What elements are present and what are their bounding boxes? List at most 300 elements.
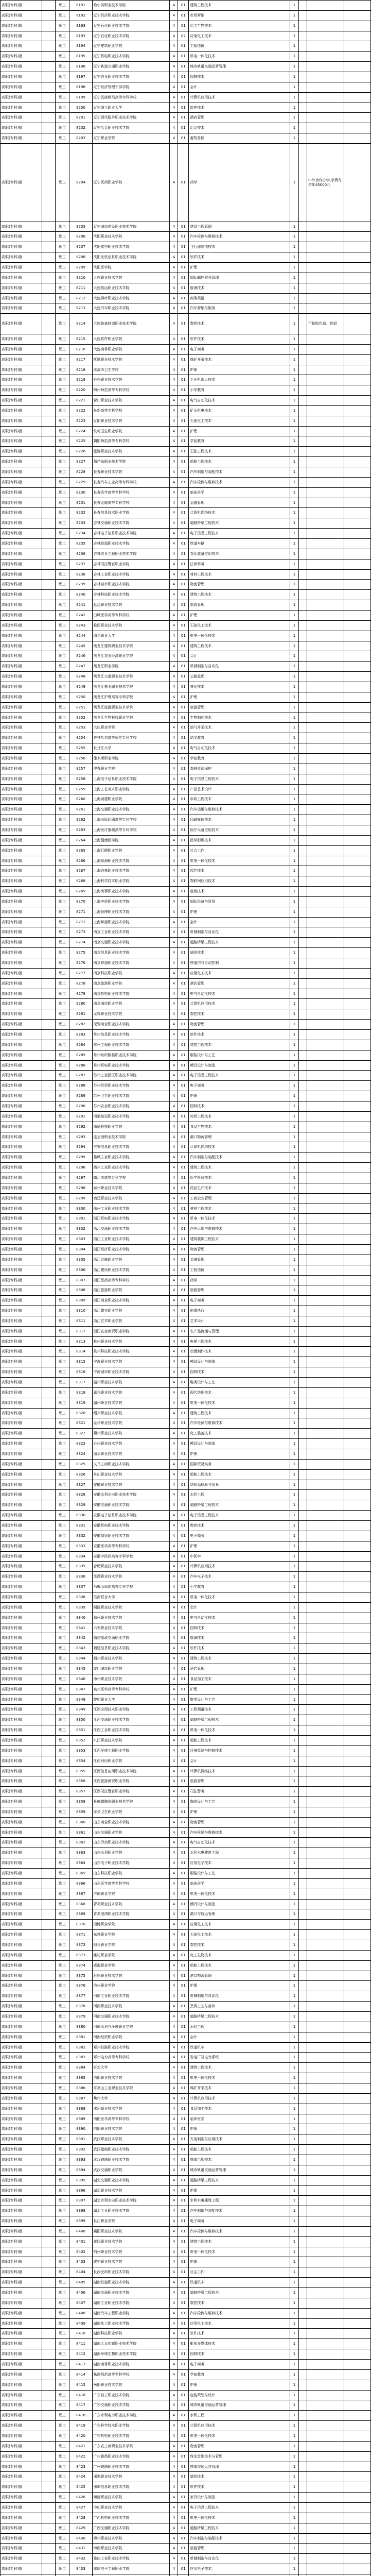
level-cell: 高职(专科)批 <box>1 1787 42 1797</box>
table-row <box>1 2370 371 2380</box>
school-code-cell: 8263 <box>69 825 92 836</box>
school-name-cell: 浙江建设职业技术学院 <box>92 1265 170 1276</box>
table-row <box>1 2523 371 2534</box>
extra-cell <box>344 263 370 273</box>
plan-count-cell: 1 <box>290 2452 298 2462</box>
school-plan-cell: 4 <box>170 918 178 927</box>
extra-cell <box>344 1562 370 1572</box>
major-name-cell: 学前教育 <box>189 436 290 447</box>
blank-cell <box>42 713 56 723</box>
category-cell: 理工 <box>55 1909 69 1920</box>
remark-cell <box>307 2421 344 2431</box>
school-name-cell: 漯河职业技术学院 <box>92 2104 170 2114</box>
school-plan-cell: 4 <box>170 2134 178 2145</box>
school-plan-cell: 4 <box>170 2267 178 2278</box>
blank-cell <box>42 488 56 498</box>
blank-cell <box>42 631 56 641</box>
table-row <box>1 785 371 794</box>
remark-cell <box>307 41 344 52</box>
level-cell: 高职(专科)批 <box>1 1337 42 1347</box>
blank-cell <box>42 294 56 303</box>
major-code-cell: 01 <box>178 2554 189 2564</box>
blank-cell <box>42 1838 56 1848</box>
level-cell: 高职(专科)批 <box>1 518 42 529</box>
school-code-cell: 8288 <box>69 1081 92 1091</box>
school-plan-cell: 4 <box>170 560 178 570</box>
blank-cell <box>42 113 56 123</box>
quota-cell <box>298 406 307 416</box>
quota-cell <box>298 774 307 785</box>
extra-cell <box>344 703 370 713</box>
school-code-cell: 8267 <box>69 866 92 876</box>
quota-cell <box>298 1654 307 1664</box>
blank-cell <box>42 1715 56 1725</box>
quota-cell <box>298 1327 307 1337</box>
school-code-cell: 8205 <box>69 222 92 232</box>
quota-cell <box>298 345 307 355</box>
extra-cell <box>344 1971 370 1981</box>
blank-cell <box>42 1705 56 1715</box>
school-name-cell: 上海海事职业技术学院 <box>92 887 170 897</box>
school-code-cell: 8417 <box>69 2400 92 2411</box>
major-name-cell: 石油化工技术 <box>189 416 290 427</box>
blank-cell <box>42 560 56 570</box>
school-name-cell: 沈阳职业技术学院 <box>92 232 170 242</box>
category-cell: 理工 <box>55 1900 69 1909</box>
category-cell: 理工 <box>55 1531 69 1541</box>
category-cell: 理工 <box>55 2176 69 2186</box>
major-code-cell: 01 <box>178 2206 189 2216</box>
remark-cell <box>307 989 344 999</box>
quota-cell <box>298 1521 307 1531</box>
level-cell: 高职(专科)批 <box>1 1347 42 1357</box>
major-code-cell: 01 <box>178 1879 189 1889</box>
school-plan-cell: 4 <box>170 345 178 355</box>
quota-cell <box>298 375 307 385</box>
major-code-cell: 01 <box>178 1869 189 1879</box>
school-name-cell: 镇江市高等专科学校 <box>92 1173 170 1183</box>
school-plan-cell: 4 <box>170 794 178 805</box>
category-cell: 理工 <box>55 436 69 447</box>
major-code-cell: 01 <box>178 1245 189 1255</box>
plan-count-cell: 1 <box>290 887 298 897</box>
plan-count-cell: 1 <box>290 2104 298 2114</box>
table-row <box>1 1695 371 1705</box>
extra-cell <box>344 672 370 682</box>
table-row <box>1 222 371 232</box>
school-code-cell: 8374 <box>69 1961 92 1971</box>
table-row <box>1 2380 371 2391</box>
school-plan-cell: 4 <box>170 1214 178 1224</box>
major-name-cell: 汽车电子技术 <box>189 1572 290 1582</box>
plan-count-cell: 1 <box>290 2288 298 2298</box>
school-name-cell: 南京城市职业学院 <box>92 999 170 1009</box>
school-code-cell: 8351 <box>69 1725 92 1736</box>
major-code-cell: 01 <box>178 2391 189 2400</box>
table-row <box>1 1071 371 1081</box>
level-cell: 高职(专科)批 <box>1 1306 42 1316</box>
school-name-cell: 金华职业技术学院 <box>92 1418 170 1429</box>
major-name-cell: 计算机应用技术 <box>189 999 290 1009</box>
level-cell: 高职(专科)批 <box>1 273 42 283</box>
school-code-cell: 8343 <box>69 1643 92 1654</box>
extra-cell <box>344 580 370 590</box>
major-code-cell: 01 <box>178 273 189 283</box>
remark-cell <box>307 1776 344 1787</box>
level-cell: 高职(专科)批 <box>1 1081 42 1091</box>
extra-cell <box>344 1490 370 1500</box>
table-row <box>1 406 371 416</box>
school-code-cell: 8230 <box>69 488 92 498</box>
level-cell: 高职(专科)批 <box>1 2267 42 2278</box>
category-cell: 理工 <box>55 303 69 314</box>
category-cell: 理工 <box>55 539 69 549</box>
table-row <box>1 1674 371 1685</box>
remark-cell <box>307 1961 344 1971</box>
category-cell: 理工 <box>55 651 69 662</box>
major-code-cell: 01 <box>178 2534 189 2544</box>
major-code-cell: 01 <box>178 866 189 876</box>
school-code-cell: 8416 <box>69 2391 92 2400</box>
extra-cell <box>344 958 370 969</box>
blank-cell <box>42 887 56 897</box>
major-code-cell: 01 <box>178 1009 189 1020</box>
quota-cell <box>298 385 307 396</box>
major-code-cell: 01 <box>178 447 189 457</box>
quota-cell <box>298 1582 307 1592</box>
extra-cell <box>344 1787 370 1797</box>
category-cell: 理工 <box>55 2134 69 2145</box>
blank-cell <box>42 774 56 785</box>
major-code-cell: 01 <box>178 2452 189 2462</box>
major-name-cell: 汽车检测与维修技术 <box>189 1418 290 1429</box>
category-cell: 理工 <box>55 1858 69 1869</box>
plan-count-cell: 1 <box>290 1245 298 1255</box>
category-cell: 理工 <box>55 560 69 570</box>
school-plan-cell: 4 <box>170 1715 178 1725</box>
blank-cell <box>42 1879 56 1889</box>
level-cell: 高职(专科)批 <box>1 1797 42 1807</box>
remark-cell <box>307 93 344 103</box>
level-cell: 高职(专科)批 <box>1 549 42 560</box>
plan-count-cell: 1 <box>290 1541 298 1552</box>
major-name-cell: 材料工程技术 <box>189 1204 290 1214</box>
level-cell: 高职(专科)批 <box>1 2114 42 2124</box>
major-code-cell: 02 <box>178 31 189 41</box>
blank-cell <box>42 1101 56 1112</box>
major-code-cell: 01 <box>178 1337 189 1347</box>
remark-cell <box>307 590 344 600</box>
blank-cell <box>42 1746 56 1756</box>
remark-cell <box>307 345 344 355</box>
plan-count-cell: 1 <box>290 1511 298 1521</box>
blank-cell <box>42 539 56 549</box>
school-code-cell: 8375 <box>69 1971 92 1981</box>
major-name-cell: 模具设计与制造 <box>189 1900 290 1909</box>
quota-cell <box>298 1858 307 1869</box>
quota-cell <box>298 1869 307 1879</box>
blank-cell <box>42 2196 56 2206</box>
school-name-cell: 延边职业技术学院 <box>92 600 170 611</box>
remark-cell <box>307 2503 344 2513</box>
major-code-cell: 01 <box>178 1613 189 1623</box>
extra-cell <box>344 1746 370 1756</box>
extra-cell <box>344 2309 370 2319</box>
category-cell: 理工 <box>55 1194 69 1204</box>
blank-cell <box>42 21 56 31</box>
level-cell: 高职(专科)批 <box>1 1224 42 1234</box>
quota-cell <box>298 743 307 754</box>
remark-cell <box>307 283 344 294</box>
extra-cell <box>344 907 370 918</box>
school-plan-cell: 4 <box>170 1470 178 1480</box>
remark-cell <box>307 1951 344 1961</box>
major-name-cell: 工业机器人技术 <box>189 375 290 385</box>
school-name-cell: 黎明职业大学 <box>92 1695 170 1705</box>
major-name-cell: 社会工作 <box>189 2267 290 2278</box>
major-name-cell: 旅游管理 <box>189 1285 290 1296</box>
school-name-cell: 浙江医药高等专科学校 <box>92 1276 170 1285</box>
extra-cell <box>344 52 370 62</box>
major-code-cell: 01 <box>178 1900 189 1909</box>
table-row <box>1 273 371 283</box>
level-cell: 高职(专科)批 <box>1 1122 42 1132</box>
plan-count-cell: 1 <box>290 1767 298 1776</box>
category-cell: 理工 <box>55 355 69 365</box>
blank-cell <box>42 82 56 93</box>
extra-cell <box>344 825 370 836</box>
extra-cell <box>344 123 370 133</box>
plan-count-cell: 1 <box>290 518 298 529</box>
quota-cell <box>298 82 307 93</box>
school-plan-cell: 4 <box>170 2513 178 2523</box>
school-code-cell: 8334 <box>69 1552 92 1562</box>
table-row <box>1 1296 371 1306</box>
remark-cell <box>307 488 344 498</box>
plan-count-cell: 1 <box>290 1858 298 1869</box>
major-name-cell: 道路桥梁工程技术 <box>189 2523 290 2534</box>
school-name-cell: 牡丹江大学 <box>92 743 170 754</box>
major-name-cell: 护理 <box>189 263 290 273</box>
table-row <box>1 1725 371 1736</box>
school-code-cell: 8298 <box>69 1183 92 1194</box>
category-cell: 理工 <box>55 1746 69 1756</box>
school-plan-cell: 4 <box>170 580 178 590</box>
quota-cell <box>298 416 307 427</box>
level-cell: 高职(专科)批 <box>1 979 42 989</box>
table-row <box>1 1900 371 1909</box>
major-name-cell: 护理 <box>189 611 290 621</box>
major-name-cell: 港口物流管理 <box>189 1971 290 1981</box>
school-plan-cell: 4 <box>170 764 178 774</box>
plan-count-cell: 1 <box>290 123 298 133</box>
major-name-cell: 煤矿开采技术 <box>189 2083 290 2094</box>
major-code-cell: 01 <box>178 999 189 1009</box>
extra-cell <box>344 1255 370 1265</box>
category-cell: 理工 <box>55 72 69 82</box>
level-cell: 高职(专科)批 <box>1 31 42 41</box>
level-cell: 高职(专科)批 <box>1 1767 42 1776</box>
extra-cell <box>344 2523 370 2534</box>
blank-cell <box>42 1285 56 1296</box>
plan-count-cell: 1 <box>290 2063 298 2073</box>
school-plan-cell: 4 <box>170 1009 178 1020</box>
plan-count-cell: 1 <box>290 2564 298 2574</box>
school-name-cell: 本溪市卫生学校 <box>92 365 170 375</box>
school-name-cell: 顺德职业技术学院 <box>92 2493 170 2503</box>
table-row <box>1 846 371 856</box>
remark-cell <box>307 1409 344 1418</box>
quota-cell <box>298 1603 307 1613</box>
level-cell: 高职(专科)批 <box>1 123 42 133</box>
major-code-cell: 01 <box>178 539 189 549</box>
remark-cell <box>307 1347 344 1357</box>
level-cell: 高职(专科)批 <box>1 385 42 396</box>
major-name-cell: 道路桥梁工程技术 <box>189 2012 290 2022</box>
quota-cell <box>298 1183 307 1194</box>
major-code-cell: 01 <box>178 2288 189 2298</box>
plan-count-cell: 1 <box>290 1378 298 1388</box>
school-plan-cell: 4 <box>170 62 178 72</box>
major-code-cell: 01 <box>178 2411 189 2421</box>
school-code-cell: 8323 <box>69 1439 92 1449</box>
school-code-cell: 8222 <box>69 406 92 416</box>
level-cell: 高职(专科)批 <box>1 2176 42 2186</box>
remark-cell <box>307 703 344 713</box>
blank-cell <box>42 1633 56 1643</box>
extra-cell <box>344 365 370 375</box>
remark-cell <box>307 815 344 825</box>
remark-cell <box>307 1 344 11</box>
school-name-cell: 辽宁机电职业技术学院 <box>92 52 170 62</box>
remark-cell <box>307 1623 344 1633</box>
school-plan-cell: 4 <box>170 93 178 103</box>
major-name-cell: 护理 <box>189 427 290 436</box>
major-code-cell: 01 <box>178 662 189 672</box>
extra-cell <box>344 406 370 416</box>
quota-cell <box>298 2503 307 2513</box>
quota-cell <box>298 1224 307 1234</box>
quota-cell <box>298 529 307 539</box>
level-cell: 高职(专科)批 <box>1 2421 42 2431</box>
blank-cell <box>42 2176 56 2186</box>
remark-cell <box>307 1582 344 1592</box>
blank-cell <box>42 1889 56 1900</box>
school-name-cell: 广西交通职业技术学院 <box>92 2523 170 2534</box>
blank-cell <box>42 1521 56 1531</box>
remark-cell <box>307 1787 344 1797</box>
extra-cell <box>344 1009 370 1020</box>
major-name-cell: 畜牧兽医 <box>189 133 290 144</box>
quota-cell <box>298 754 307 764</box>
school-plan-cell: 4 <box>170 662 178 672</box>
table-row <box>1 2257 371 2267</box>
remark-cell <box>307 1224 344 1234</box>
remark-cell <box>307 1685 344 1695</box>
school-name-cell: 郑州电力高等专科学校 <box>92 2053 170 2063</box>
school-name-cell: 潍坊职业学院 <box>92 1951 170 1961</box>
major-name-cell: 医学检验技术 <box>189 1173 290 1183</box>
school-plan-cell: 4 <box>170 2094 178 2104</box>
remark-cell <box>307 1695 344 1705</box>
major-code-cell: 01 <box>178 2012 189 2022</box>
table-row <box>1 2227 371 2237</box>
table-row <box>1 1715 371 1725</box>
school-plan-cell: 4 <box>170 242 178 252</box>
school-name-cell: 绍兴职业技术学院 <box>92 1409 170 1418</box>
school-code-cell: 8380 <box>69 2022 92 2032</box>
level-cell: 高职(专科)批 <box>1 2206 42 2216</box>
extra-cell <box>344 631 370 641</box>
level-cell: 高职(专科)批 <box>1 2124 42 2134</box>
table-row <box>1 385 371 396</box>
level-cell: 高职(专科)批 <box>1 805 42 815</box>
category-cell: 理工 <box>55 969 69 979</box>
quota-cell <box>298 2493 307 2503</box>
school-plan-cell: 4 <box>170 2411 178 2421</box>
table-row <box>1 2134 371 2145</box>
extra-cell <box>344 621 370 631</box>
major-code-cell: 01 <box>178 2165 189 2176</box>
remark-cell <box>307 1061 344 1071</box>
major-name-cell: 金融管理 <box>189 498 290 508</box>
table-row <box>1 232 371 242</box>
school-code-cell: 8261 <box>69 805 92 815</box>
blank-cell <box>42 2370 56 2380</box>
table-row <box>1 1142 371 1153</box>
school-name-cell: 广东轻工职业技术学院 <box>92 2391 170 2400</box>
major-name-cell: 软件技术 <box>189 1030 290 1040</box>
plan-count-cell: 1 <box>290 692 298 703</box>
quota-cell <box>298 2206 307 2216</box>
extra-cell <box>344 927 370 938</box>
remark-cell <box>307 2339 344 2349</box>
category-cell: 理工 <box>55 2534 69 2544</box>
major-code-cell: 01 <box>178 498 189 508</box>
plan-count-cell: 1 <box>290 1306 298 1316</box>
school-plan-cell: 4 <box>170 570 178 580</box>
quota-cell <box>298 2186 307 2196</box>
blank-cell <box>42 2411 56 2421</box>
extra-cell <box>344 1654 370 1664</box>
level-cell: 高职(专科)批 <box>1 1398 42 1409</box>
category-cell: 理工 <box>55 1695 69 1705</box>
blank-cell <box>42 2063 56 2073</box>
table-row <box>1 907 371 918</box>
major-code-cell: 01 <box>178 1449 189 1460</box>
school-name-cell: 萍乡卫生职业学院 <box>92 1807 170 1818</box>
major-name-cell: 药学 <box>189 144 290 222</box>
extra-cell <box>344 1736 370 1746</box>
school-name-cell: 辽宁城市建设职业技术学院 <box>92 222 170 232</box>
table-row <box>1 2493 371 2503</box>
school-plan-cell: 4 <box>170 1388 178 1398</box>
major-name-cell: 电气自动化技术 <box>189 989 290 999</box>
extra-cell <box>344 478 370 488</box>
school-plan-cell: 4 <box>170 1337 178 1347</box>
quota-cell <box>298 539 307 549</box>
table-row <box>1 1603 371 1613</box>
extra-cell <box>344 1582 370 1592</box>
blank-cell <box>42 2493 56 2503</box>
blank-cell <box>42 334 56 345</box>
category-cell: 理工 <box>55 1552 69 1562</box>
blank-cell <box>42 1265 56 1276</box>
school-plan-cell: 4 <box>170 436 178 447</box>
plan-count-cell: 1 <box>290 488 298 498</box>
school-code-cell: 8213 <box>69 303 92 314</box>
level-cell: 高职(专科)批 <box>1 1439 42 1449</box>
